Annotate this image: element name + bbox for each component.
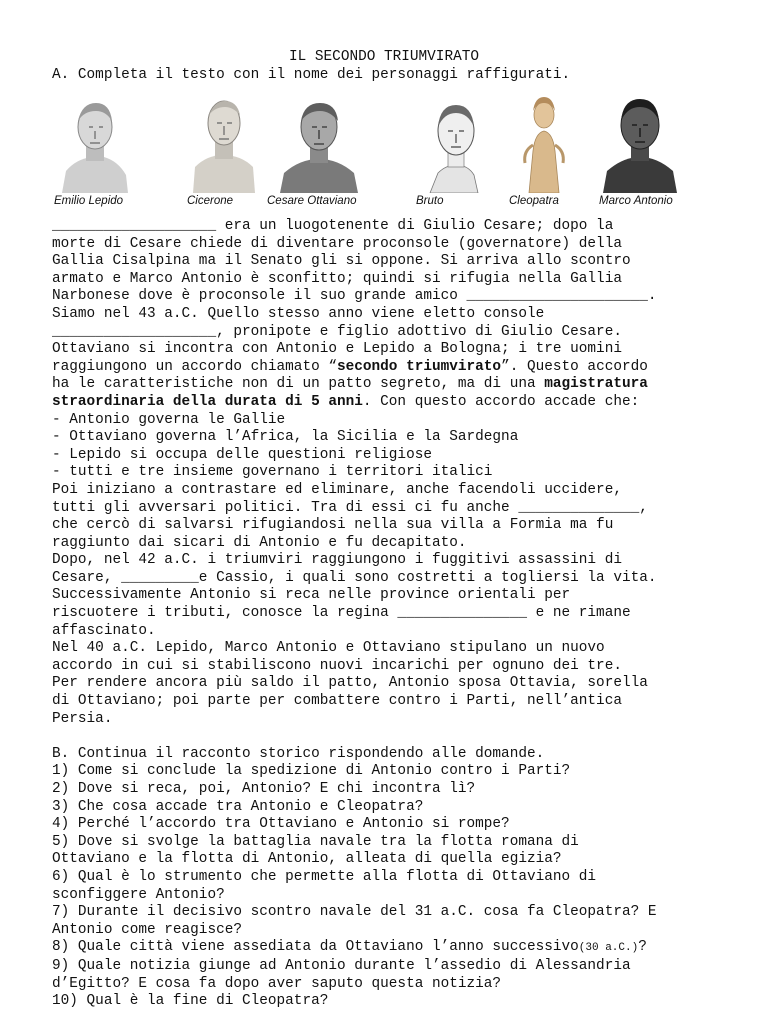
text-line: riscuotere i tributi, conosce la regina _______________ e ne rimane	[52, 605, 631, 622]
question-continuation: Ottaviano e la flotta di Antonio, alleata di quella egizia?	[52, 851, 562, 868]
text-line: raggiunto dai sicari di Antonio e fu decapitato.	[52, 534, 467, 551]
caption-cleopatra: Cleopatra	[509, 195, 559, 207]
text-line: Poi iniziano a contrastare ed eliminare, anche facendoli uccidere,	[52, 481, 622, 498]
text-line	[52, 394, 752, 412]
text-line: Successivamente Antonio si reca nelle province orientali per	[52, 587, 571, 604]
marco-antonio-bust-image	[595, 93, 685, 193]
list-item: - Antonio governa le Gallie	[52, 411, 286, 428]
question: 4) Perché l’accordo tra Ottaviano e Antonio si rompe?	[52, 816, 510, 833]
question-continuation: Antonio come reagisce?	[52, 921, 242, 938]
text-run: 8) Quale città viene assediata da Ottaviano l’anno successivo	[52, 939, 579, 956]
list-item: - tutti e tre insieme governano i territori italici	[52, 464, 493, 481]
text-line: Per rendere ancora più saldo il patto, Antonio sposa Ottavia, sorella	[52, 675, 648, 692]
list-item: - Lepido si occupa delle questioni religiose	[52, 446, 432, 463]
text-run: . Con questo accordo accade che:	[362, 393, 640, 410]
caption-cesare-ottaviano: Cesare Ottaviano	[267, 195, 357, 207]
text-line: Ottaviano si incontra con Antonio e Lepido a Bologna; i tre uomini	[52, 341, 622, 358]
section-a-instruction: A. Completa il testo con il nome dei personaggi raffigurati.	[52, 67, 571, 83]
list-item: - Ottaviano governa l’Africa, la Sicilia e la Sardegna	[52, 429, 519, 446]
caption-emilio-lepido: Emilio Lepido	[54, 195, 124, 207]
text-line: armato e Marco Antonio è sconfitto; quindi si rifugia nella Gallia	[52, 270, 622, 287]
text-run: ”. Questo accordo	[501, 358, 648, 375]
page-title: IL SECONDO TRIUMVIRATO	[289, 49, 479, 65]
question: 6) Qual è lo strumento che permette alla flotta di Ottaviano di	[52, 868, 597, 885]
question: 7) Durante il decisivo scontro navale del 31 a.C. cosa fa Cleopatra? E	[52, 904, 657, 921]
question: 3) Che cosa accade tra Antonio e Cleopatra?	[52, 798, 424, 815]
text-line: ___________________ era un luogotenente di Giulio Cesare; dopo la	[52, 218, 614, 234]
caption-cicerone: Cicerone	[187, 195, 234, 207]
bold-term: straordinaria della durata di 5 anni	[52, 393, 363, 410]
bold-term: secondo triumvirato	[336, 358, 502, 375]
text-line: Narbonese dove è proconsole il suo grande amico _____________________.	[52, 288, 657, 305]
cicerone-bust-image	[181, 93, 267, 193]
question: 1) Come si conclude la spedizione di Antonio contro i Parti?	[52, 763, 571, 780]
question: 10) Qual è la fine di Cleopatra?	[52, 993, 329, 1010]
text-line: Gallia Cisalpina ma il Senato gli si oppone. Si arriva allo scontro	[52, 253, 631, 270]
caption-bruto: Bruto	[416, 195, 444, 207]
text-run: ?	[638, 939, 647, 956]
bruto-drawing-image	[416, 93, 496, 193]
exercise-text	[52, 218, 752, 1011]
text-line: Dopo, nel 42 a.C. i triumviri raggiungono i fuggitivi assassini di	[52, 552, 622, 569]
cesare-ottaviano-bust-image	[274, 93, 364, 193]
text-line: di Ottaviano; poi parte per combattere contro i Parti, nell’antica	[52, 693, 622, 710]
caption-marco-antonio: Marco Antonio	[599, 195, 673, 207]
text-line: Siamo nel 43 a.C. Quello stesso anno viene eletto console	[52, 305, 545, 322]
year-note: (30 a.C.)	[578, 942, 639, 955]
text-line: che cercò di salvarsi rifugiandosi nella sua villa a Formia ma fu	[52, 517, 614, 534]
text-line: tutti gli avversari politici. Tra di essi ci fu anche ______________,	[52, 499, 648, 516]
question	[52, 939, 752, 958]
text-line	[52, 359, 752, 377]
text-line: accordo in cui si stabiliscono nuovi incarichi per ognuno dei tre.	[52, 657, 622, 674]
text-line	[52, 376, 752, 394]
question: 9) Quale notizia giunge ad Antonio durante l’assedio di Alessandria	[52, 957, 631, 974]
text-run: ha le caratteristiche non di un patto segreto, ma di una	[52, 376, 545, 393]
text-run: raggiungono un accordo chiamato “	[52, 358, 337, 375]
question: 2) Dove si reca, poi, Antonio? E chi incontra lì?	[52, 781, 476, 797]
text-line: Nel 40 a.C. Lepido, Marco Antonio e Ottaviano stipulano un nuovo	[52, 640, 605, 657]
text-line: Persia.	[52, 710, 113, 727]
question-continuation: sconfiggere Antonio?	[52, 886, 225, 903]
text-line: Cesare, _________e Cassio, i quali sono costretti a togliersi la vita.	[52, 569, 657, 586]
emilio-lepido-bust-image	[52, 93, 138, 193]
question: 5) Dove si svolge la battaglia navale tra la flotta romana di	[52, 833, 579, 850]
text-line: ___________________, pronipote e figlio adottivo di Giulio Cesare.	[52, 323, 622, 340]
bold-term: magistratura	[544, 376, 648, 393]
cleopatra-statue-image	[511, 93, 577, 193]
section-b-instruction: B. Continua il racconto storico rispondendo alle domande.	[52, 745, 545, 762]
question-continuation: d’Egitto? E cosa fa dopo aver saputo questa notizia?	[52, 975, 502, 992]
text-line: affascinato.	[52, 622, 156, 639]
spacer	[52, 728, 752, 746]
text-line: morte di Cesare chiede di diventare proconsole (governatore) della	[52, 235, 622, 252]
